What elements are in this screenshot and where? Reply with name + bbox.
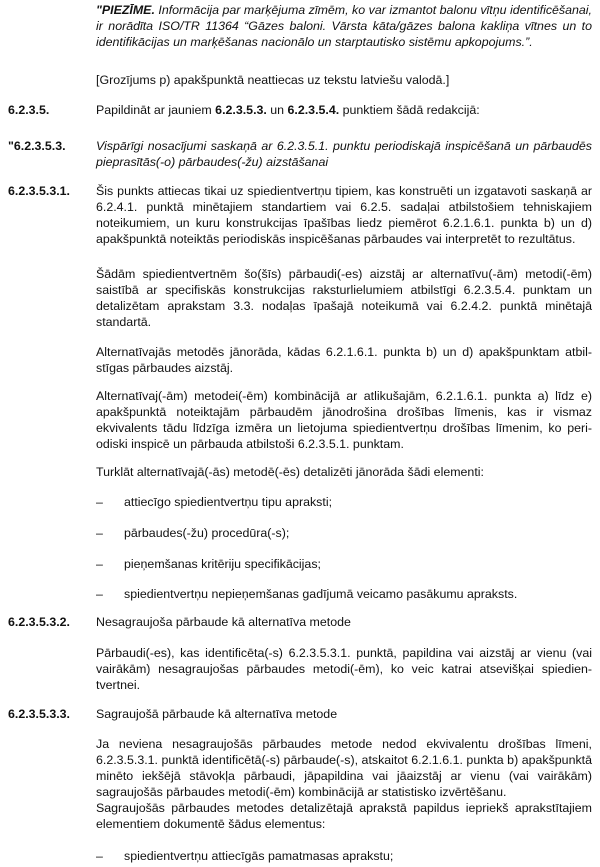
section-6-2-3-5-text: Papildināt ar jauniem 6.2.3.5.3. un 6.2.3.5.4. punktiem šādā redakcijā: <box>96 103 480 117</box>
section-6-2-3-5-3-1-p3: Alternatīvajās metodēs jānorāda, kādas 6.2.1.6.1. punkta b) un d) apakšpunktam atbilstīgas pārbaudes aizstāj. <box>96 345 592 375</box>
dash-glyph: – <box>96 849 103 863</box>
section-6-2-3-5-3-1-p1: Šis punkts attiecas tikai uz spiedientvertņu tipiem, kas konstruēti un izgatavoti saskaņā ar 6.2.4.1. punktā minētajiem standartiem vai 6.2.5. sadaļai atbilstošiem tehniskajiem noteikumiem, un kuru konstrukcijas īpašības liedz piemērot 6.2.1.6.1. punkta b) un d) apakšpunktā noteiktās periodiskās inspicēšanas pārbaudes vai interpretēt to rezultātus. <box>96 184 592 246</box>
section-6-2-3-5-3-1-p4: Alternatīvaj(-ām) metodei(-ēm) kombinācijā ar atlikušajām, 6.2.1.6.1. punkta a) līdz e) apakšpunktā noteiktajām pārbaudēm jānodrošina drošības līmenis, kas ir vismaz ekvivalents tādu līdzīga izmēra un lietojuma spiedientvertņu drošības līmenim, ko periodiski inspicē un pārbauda atbilstoši 6.2.3.5.1. punktam. <box>96 389 592 451</box>
note-paragraph <box>96 2 592 50</box>
note-text: Informācija par marķējuma zīmēm, ko var izmantot balonu vītņu identificēšanai, ir norādīta ISO/TR 11364 “Gāzes baloni. Vārsta kāta/gāzes balona kakliņa vītnes un to identifikācijas un marķēšanas nacionālo un starptautisko sistēmu apkopojums.”. <box>96 3 592 49</box>
section-6-2-3-5-3-1-p5: Turklāt alternatīvajā(-ās) metodē(-ēs) detalizēti jānorāda šādi elementi: <box>96 465 484 479</box>
section-6-2-3-5-3-title: Vispārīgi nosacījumi saskaņā ar 6.2.3.5.1. punktu periodiskajā inspicēšanā un pārbaudēs pieprasītās(-o) pārbaudes(-žu) aizstāšanai <box>96 139 592 169</box>
section-number-6-2-3-5-3-2: 6.2.3.5.3.2. <box>8 615 71 629</box>
document-page: "PIEZĪME. Informācija par marķējuma zīmēm, ko var izmantot balonu vītņu identificēšanai, ir norādīta ISO/TR 11364 “Gāzes baloni. Vārsta kāta/gāzes balona kakliņa vītnes un to identifikācijas un marķēšanas nacionālo un starptautisko sistēmu apkopojums.”. [Grozījums p) apakšpunktā neattiecas uz tekstu latviešu valodā.] 6.2.3.5. Papildināt ar jauniem 6.2.3.5.3. un 6.2.3.5.4. punktiem šādā redakcijā: "6.2.3.5.3. Vispārīgi nosacījumi saskaņā ar 6.2.3.5.1. punktu periodiskajā inspicēšanā un pārbaudēs pieprasītās(-o) pārbaudes(-žu) aizstāšanai 6.2.3.5.3.1. Šis punkts attiecas tikai uz spiedientvertņu tipiem, kas konstruēti un izgatavoti saskaņā ar 6.2.4.1. punktā minētajiem standartiem vai 6.2.5. sadaļai atbilstošiem tehniskajiem noteikumiem, un kuru konstrukcijas īpašības liedz piemērot 6.2.1.6.1. punkta b) un d) apakšpunktā noteiktās periodiskās inspicēšanas pārbaudes vai interpretēt to rezultātus. Šādām spiedientvertnēm šo(šīs) pārbaudi(-es) aizstāj ar alternatīvu(-ām) metodi(-ēm) saistībā ar specifiskās konstrukcijas raksturlielumiem atbilstīgi 6.2.3.5.4. punktam un detalizētam aprakstam 3.3. nodaļas īpašajā noteikumā vai 6.2.4.2. punktā minētajā standartā. Alternatīvajās metodēs jānorāda, kādas 6.2.1.6.1. punkta b) un d) apakšpunktam atbilstīgas pārbaudes aizstāj. Alternatīvaj(-ām) metodei(-ēm) kombinācijā ar atlikušajām, 6.2.1.6.1. punkta a) līdz e) apakšpunktā noteiktajām pārbaudēm jānodrošina drošības līmenis, kas ir vismaz ekvivalents tādu līdzīga izmēra un lietojuma spiedientvertņu drošības līmenim, ko periodiski inspicē un pārbauda atbilstoši 6.2.3.5.1. punktam. Turklāt alternatīvajā(-ās) metodē(-ēs) detalizēti jānorāda šādi elementi: – attiecīgo spiedientvertņu tipu apraksti; – pārbaudes(-žu) procedūra(-s); – pieņemšanas kritēriju specifikācijas; – spiedientvertņu nepieņemšanas gadījumā veicamo pasākumu apraksts. 6.2.3.5.3.2. Nesagraujoša pārbaude kā alternatīva metode Pārbaudi(-es), kas identificēta(-s) 6.2.3.5.3.1. punktā, papildina vai aizstāj ar vienu (vai vairākām) nesagraujošas pārbaudes metodi(-ēm), ko veic katrai atsevišķai spiedientvertnei. 6.2.3.5.3.3. Sagraujošā pārbaude kā alternatīva metode Ja neviena nesagraujošās pārbaudes metode nedod ekvivalentu drošības līmeni, 6.2.3.5.3.1. punktā identificētā(-s) pārbaude(-s), atskaitot 6.2.1.6.1. punkta b) apakšpunktā minēto iekšējā stāvokļa pārbaudi, jāpapildina vai jāaizstāj ar vienu (vai vairākām) sagraujošās pārbaudes metodi(-ēm) kombinācijā ar statistisko izvērtēšanu. Sagraujošās pārbaudes metodes detalizētajā aprakstā papildus iepriekš aprakstītajiem elementiem dokumentē šādus elementus: – spiedientvertņu attiecīgās pamatmasas aprakstu; <box>8 3 592 863</box>
amendment-note: [Grozījums p) apakšpunktā neattiecas uz tekstu latviešu valodā.] <box>96 73 450 87</box>
section-6-2-3-5-3-2-title: Nesagraujoša pārbaude kā alternatīva metode <box>96 615 351 629</box>
section-6-2-3-5-3-1-p2: Šādām spiedientvertnēm šo(šīs) pārbaudi(-es) aizstāj ar alternatīvu(-ām) metodi(-ēm) saistībā ar specifiskās konstrukcijas raksturlielumiem atbilstīgi 6.2.3.5.4. punktam un detalizētam aprakstam 3.3. nodaļas īpašajā noteikumā vai 6.2.4.2. punktā minētajā standartā. <box>96 267 592 329</box>
section-number-6-2-3-5-3: "6.2.3.5.3. <box>8 139 66 153</box>
ref-6-2-3-5-4: 6.2.3.5.4. <box>287 103 340 117</box>
section-number-6-2-3-5-3-1: 6.2.3.5.3.1. <box>8 184 71 198</box>
section-6-2-3-5-3-2-p1: Pārbaudi(-es), kas identificēta(-s) 6.2.3.5.3.1. punktā, papildina vai aizstāj ar vienu (vai vairākām) nesagraujošas pārbaudes metodi(-ēm), ko veic katrai atsevišķai spiedientvertnei. <box>96 646 592 692</box>
section-6-2-3-5-3-3-p1: Ja neviena nesagraujošās pārbaudes metode nedod ekvivalentu drošības līmeni, 6.2.3.5.3.1. punktā identificētā(-s) pārbaude(-s), atskaitot 6.2.1.6.1. punkta b) apakšpunktā minēto iekšējā stāvokļa pārbaudi, jāpapildina vai jāaizstāj ar vienu (vai vairākām) sagraujošās pārbaudes metodi(-ēm) kombinācijā ar statistisko izvērtēšanu. <box>96 737 592 799</box>
section-number-6-2-3-5: 6.2.3.5. <box>8 103 50 117</box>
dash-glyph: – <box>96 495 103 509</box>
dash-glyph: – <box>96 557 103 571</box>
section-6-2-3-5-3-3-p2: Sagraujošās pārbaudes metodes detalizētajā aprakstā papildus iepriekš aprakstītajiem elementiem dokumentē šādus elementus: <box>96 801 592 831</box>
section-6-2-3-5-3-3-title: Sagraujošā pārbaude kā alternatīva metode <box>96 707 338 721</box>
dash-glyph: – <box>96 526 103 540</box>
dash-glyph: – <box>96 587 103 601</box>
section-number-6-2-3-5-3-3: 6.2.3.5.3.3. <box>8 707 71 721</box>
note-label: "PIEZĪME. <box>96 3 155 17</box>
ref-6-2-3-5-3: 6.2.3.5.3. <box>215 103 267 117</box>
